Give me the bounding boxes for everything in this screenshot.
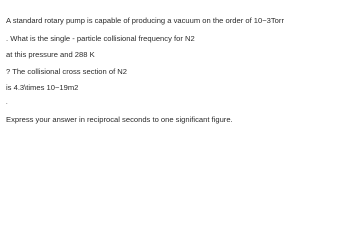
question-line-6: .	[6, 100, 8, 106]
question-line-4: ? The collisional cross section of N2	[6, 67, 127, 76]
question-line-3: at this pressure and 288 K	[6, 50, 95, 59]
answer-instruction: Express your answer in reciprocal seconds to one significant figure.	[6, 115, 233, 124]
question-line-2: . What is the single - particle collisional frequency for N2	[6, 34, 195, 43]
question-line-5: is 4.3\times 10−19m2	[6, 83, 79, 92]
question-line-1: A standard rotary pump is capable of producing a vacuum on the order of 10−3Torr	[6, 16, 284, 25]
